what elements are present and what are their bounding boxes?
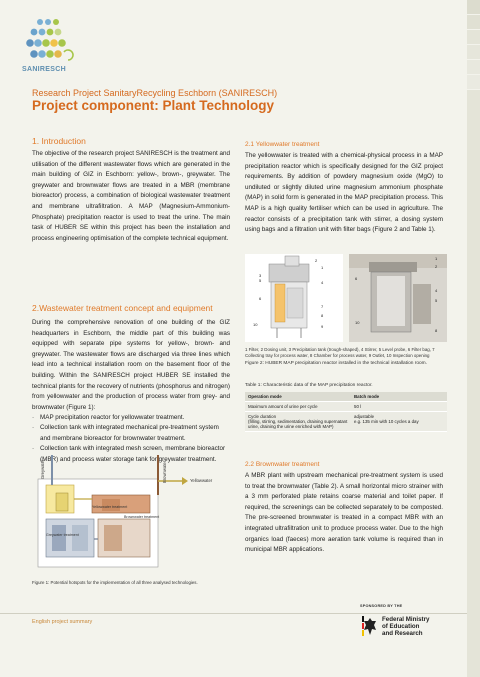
- table-cell: Cycle duration (filling, stirring, sedimentation, draining supernatant urine, draining the urine enriched with MAP): [245, 412, 351, 432]
- map-reactor-drawing: [245, 254, 343, 342]
- svg-text:2: 2: [315, 258, 318, 263]
- greywater-treatment-label: Greywater treatment: [46, 533, 79, 537]
- svg-text:8: 8: [435, 328, 438, 333]
- table-cell: Maximum amount of urine per cycle: [245, 402, 351, 412]
- project-line: Research Project SanitaryRecycling Eschborn (SANIRESCH): [32, 88, 278, 98]
- svg-text:9: 9: [321, 324, 324, 329]
- svg-text:3: 3: [259, 273, 262, 278]
- ministry-line: and Research: [382, 629, 423, 637]
- brownwater-treatment-label: Brownwater treatment: [124, 515, 160, 519]
- table1: [245, 392, 447, 432]
- svg-text:6: 6: [355, 276, 358, 281]
- intro-text: The objective of the research project SANIRESCH is the treatment and utilisation of the different wastewater flows which are generated in the main building of GIZ in Eschborn: yellow-, brown-, greywater. The greywater and brownwater flows are treated in a MBR (membrane bioreactor) process, a combination of biological wastewater treatment and membrane ultrafiltration. A MAP (Magnesium-Ammonium-Phosphate) precipitation reactor is used to treat the urine. The main task of HUBER SE within this project has been the installation and process engineering optimisation of the complete technical equipment.: [32, 150, 230, 242]
- svg-text:5: 5: [435, 298, 438, 303]
- brownwater-text: A MBR plant with upstream mechanical pre-treatment system is used to treat the brownwater (Table 2). A small horizontal micro strainer with a 3 mm perforated plate retains coarse material and toilet paper. If required, the screenings can be collected separately to be composted. The pre-screened brownwater is treated in a compact MBR with an integrated ultrafiltration unit to produce process water. Due to the high organics load (faeces) more aeration tank volume is required than in municipal MBR applications.: [245, 472, 443, 554]
- footer-divider: [0, 613, 467, 614]
- list-item: · MAP precipitation reactor for yellowwater treatment.: [32, 413, 230, 423]
- list-item: · Collection tank with integrated mesh screen, membrane bioreactor (MBR) and process water storage tank for greywater treatment.: [32, 444, 230, 465]
- svg-text:4: 4: [321, 280, 324, 285]
- table-row: [245, 402, 447, 412]
- wastewater-heading: 2.Wastewater treatment concept and equipment: [32, 303, 213, 313]
- figure1-diagram: [32, 455, 232, 575]
- figure2-legend: 1 Filter, 2 Dosing unit, 3 Precipitation tank (trough-shaped), 4 Stirrer, 5 Level probe, 6 Filter bag, 7 Collecting tray for process water, 8 Chamber for process water, 9 Outlet, 10 Inspection opening: [245, 347, 435, 358]
- figure1-caption: Figure 1: Potential hotspots for the implementation of all three analysed technologies.: [32, 580, 198, 585]
- footer-summary: English project summary: [32, 619, 93, 625]
- figure2-images: [245, 254, 447, 342]
- svg-text:1: 1: [321, 265, 324, 270]
- svg-text:5: 5: [259, 278, 262, 283]
- brownwater-label: Brownwater: [162, 460, 167, 483]
- side-tab-bar: [467, 0, 480, 677]
- yellowwater-heading: 2.1 Yellowwater treatment: [245, 141, 320, 148]
- page-title: Project component: Plant Technology: [32, 98, 275, 113]
- svg-text:10: 10: [355, 320, 360, 325]
- ministry-line: of Education: [382, 622, 420, 630]
- svg-text:4: 4: [435, 288, 438, 293]
- federal-eagle-icon: [362, 616, 378, 638]
- yellowwater-treatment-label: Yellowwater treatment: [92, 505, 128, 509]
- map-reactor-photo: [349, 254, 447, 342]
- figure2-caption: Figure 2: HUBER MAP precipitation reactor installed in the technical installation room.: [245, 361, 428, 366]
- logo-text: SANIRESCH: [22, 66, 66, 73]
- table-header-cell: Batch mode: [351, 392, 447, 402]
- ministry-name: [382, 617, 429, 637]
- svg-text:1: 1: [435, 256, 438, 261]
- table-header-row: [245, 392, 447, 402]
- greywater-label: Greywater: [40, 459, 45, 479]
- svg-text:6: 6: [259, 296, 262, 301]
- yellowwater-text: The yellowwater is treated with a chemical-physical process in a MAP precipitation reactor which is specifically designed for the GIZ project requirements. By addition of powdery magnesium oxide (MgO) to undiluted or slightly diluted urine magnesium ammonium phosphate (MAP) in solid form is generated in the MAP precipitation process. This MAP is a high quality fertiliser which can be used in agriculture. The reactor consists of a precipitation tank with stirrer, a dosing system using bags and a filtration unit with filter bags (Figure 2 and Table 1).: [245, 152, 443, 234]
- sponsored-by: SPONSORED BY THE: [360, 604, 403, 608]
- intro-heading: 1. Introduction: [32, 136, 86, 146]
- table-row: [245, 412, 447, 432]
- brownwater-heading: 2.2 Brownwater treatment: [245, 461, 320, 468]
- list-item: · Collection tank with integrated mechanical pre-treatment system and membrane bioreactor for brownwater treatment.: [32, 423, 230, 444]
- table-cell: adjustable e.g. 135 min with 10 cycles a day: [351, 412, 447, 432]
- wastewater-text: During the comprehensive renovation of one building of the GIZ headquarters in Eschborn, the middle part of this building was equipped with separate pipe systems for yellow-, brown- and greywater. The wastewater flows are discharged via three lines which lead into a technical installation room on the basement floor of the building. Within the SANIRESCH project HUBER SE installed the technical plants for the recovery of nutrients (phosphorus and nitrogen) from yellowwater and the production of process water from grey- and brownwater (Figure 1):: [32, 319, 230, 411]
- ministry-line: Federal Ministry: [382, 616, 430, 623]
- svg-text:2: 2: [435, 264, 438, 269]
- svg-text:10: 10: [253, 322, 258, 327]
- table1-caption: Table 1: Characteristic data of the MAP precipitation reactor.: [245, 383, 373, 388]
- svg-text:8: 8: [321, 313, 324, 318]
- logo-drops-icon: [26, 19, 73, 60]
- table-header-cell: Operation mode: [245, 392, 351, 402]
- svg-text:7: 7: [321, 304, 324, 309]
- saniresch-logo: [20, 16, 80, 72]
- yellowwater-label: Yellowwater: [190, 478, 213, 483]
- table-cell: 50 l: [351, 402, 447, 412]
